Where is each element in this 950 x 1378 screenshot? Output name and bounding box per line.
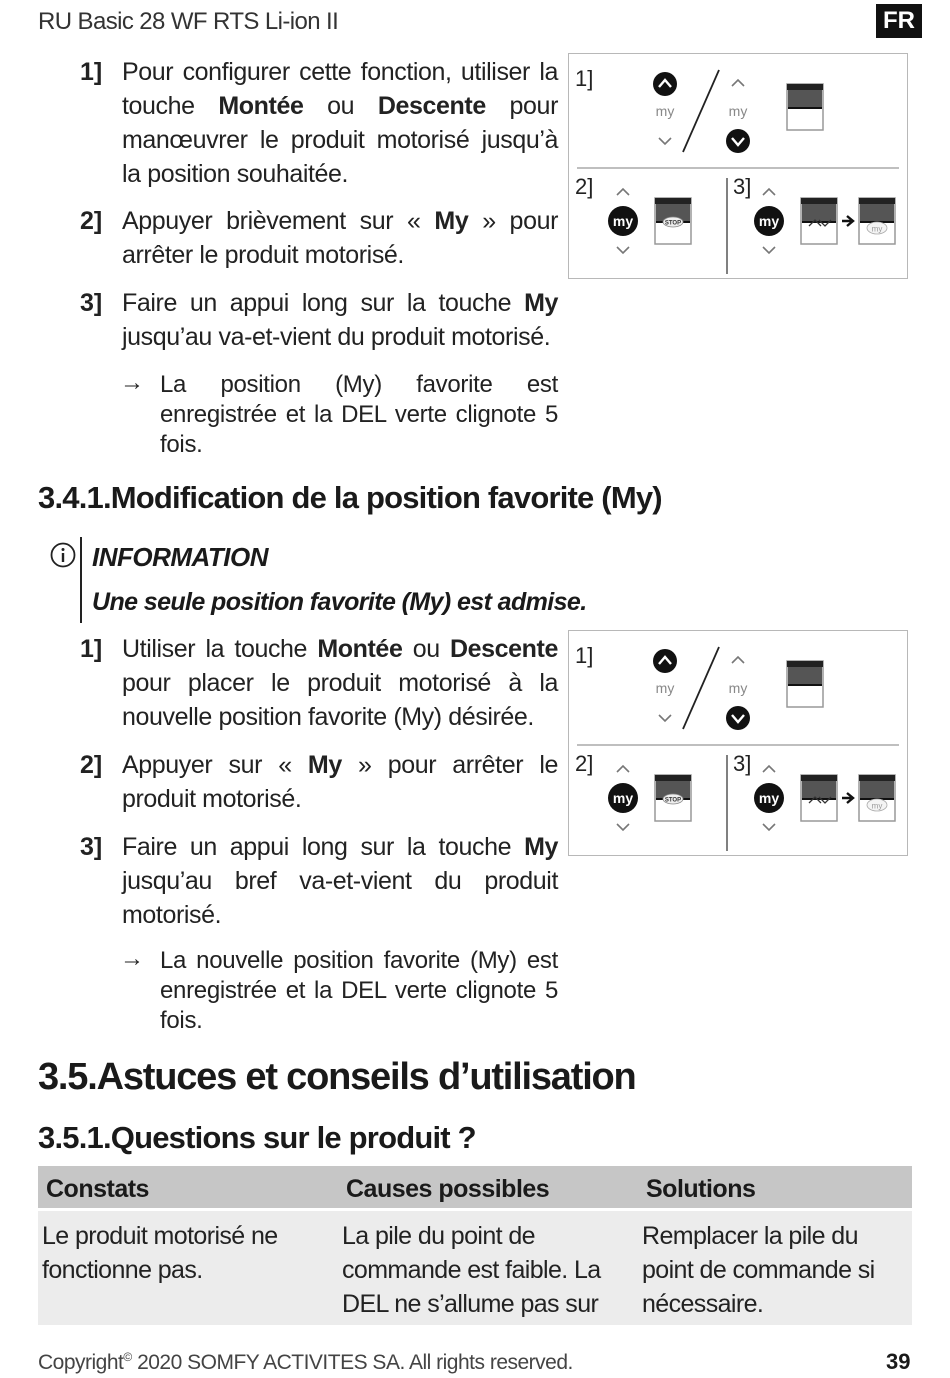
chevron-up-icon <box>617 189 629 195</box>
info-text: Une seule position favorite (My) est admise. <box>92 588 587 616</box>
step-result <box>120 946 558 1038</box>
info-divider <box>80 537 82 623</box>
step-number: 1] <box>80 635 103 663</box>
my-label: my <box>728 680 748 696</box>
arrow-right-icon <box>842 216 853 226</box>
my-label: my <box>612 213 634 229</box>
column-header: Causes possibles <box>338 1166 638 1210</box>
step-3 <box>80 286 558 356</box>
table-cell: Le produit motorisé ne fonctionne pas. <box>42 1222 278 1284</box>
diagram-panel-1 <box>653 647 823 730</box>
procedure-diagram <box>568 53 908 279</box>
step-text: Faire un appui long sur la touche My jusqu’au va-et-vient du produit motorisé. <box>122 289 558 351</box>
chevron-up-icon <box>763 189 775 195</box>
step-number: 3] <box>80 289 103 317</box>
step-3 <box>80 830 558 934</box>
roller-shutter-icon <box>859 775 895 821</box>
chevron-up-icon <box>732 80 744 86</box>
diagram-step-label: 1] <box>575 66 594 91</box>
result-text: La position (My) favorite est enregistrée et la DEL verte clignote 5 fois. <box>160 371 558 458</box>
step-result <box>120 370 558 462</box>
chevron-down-icon <box>763 824 775 830</box>
result-arrow-icon: → <box>120 369 144 396</box>
diagram-step-label: 3] <box>733 174 752 199</box>
chevron-down-icon <box>763 247 775 253</box>
diagram-panel-3 <box>754 189 895 253</box>
diagram-panel-1 <box>653 70 823 153</box>
stop-badge <box>663 217 683 227</box>
down-button-icon <box>726 706 750 730</box>
diagram-step-label: 2] <box>575 751 594 776</box>
step-1 <box>80 632 558 736</box>
my-label: my <box>728 103 748 119</box>
down-button-icon <box>726 129 750 153</box>
step-text: Appuyer sur « My » pour arrêter le produit motorisé. <box>122 751 558 813</box>
my-label: my <box>871 224 883 234</box>
column-header: Solutions <box>638 1166 912 1210</box>
up-button-icon <box>653 72 677 96</box>
up-button-icon <box>653 649 677 673</box>
chevron-up-icon <box>617 766 629 772</box>
step-1 <box>80 55 558 191</box>
my-button-icon <box>608 783 638 813</box>
chevron-down-icon <box>659 715 671 721</box>
diagram-step-label: 1] <box>575 643 594 668</box>
step-text: Pour configurer cette fonction, utiliser la touche Montée ou Descente pour manœuvrer le produit motorisé jusqu’à la position souhaitée. <box>122 58 558 188</box>
roller-shutter-icon <box>787 84 823 130</box>
chevron-up-icon <box>732 657 744 663</box>
diagram-panel-2 <box>608 766 691 830</box>
language-badge: FR <box>876 4 922 38</box>
table-header-row <box>38 1166 912 1210</box>
step-number: 1] <box>80 58 103 86</box>
step-2 <box>80 748 558 818</box>
roller-shutter-icon <box>801 198 837 244</box>
diagram-step-label: 2] <box>575 174 594 199</box>
stop-label: STOP <box>664 797 682 804</box>
section-heading-351: 3.5.1.Questions sur le produit ? <box>38 1120 476 1155</box>
roller-shutter-icon <box>787 661 823 707</box>
separator-slash <box>683 70 719 152</box>
section-heading-35: 3.5.Astuces et conseils d’utilisation <box>38 1056 636 1098</box>
my-label: my <box>758 790 780 806</box>
roller-shutter-icon <box>859 198 895 244</box>
step-number: 2] <box>80 207 103 235</box>
step-2 <box>80 204 558 274</box>
step-number: 2] <box>80 751 103 779</box>
troubleshooting-table <box>38 1166 912 1325</box>
procedure-diagram <box>568 630 908 856</box>
table-row <box>38 1210 912 1326</box>
step-text: Utiliser la touche Montée ou Descente pour placer le produit motorisé à la nouvelle position favorite (My) désirée. <box>122 635 558 731</box>
table-cell: Remplacer la pile du point de commande si nécessaire. <box>642 1222 875 1318</box>
info-icon <box>50 542 76 568</box>
page-number: 39 <box>886 1349 911 1374</box>
info-title: INFORMATION <box>92 542 268 572</box>
diagram-step-label: 3] <box>733 751 752 776</box>
roller-shutter-icon <box>801 775 837 821</box>
my-label: my <box>871 801 883 811</box>
chevron-down-icon <box>617 247 629 253</box>
my-button-icon <box>754 783 784 813</box>
chevron-down-icon <box>617 824 629 830</box>
footer-copyright: Copyright© 2020 SOMFY ACTIVITES SA. All rights reserved. <box>38 1350 573 1374</box>
stop-label: STOP <box>664 220 682 227</box>
chevron-down-icon <box>659 138 671 144</box>
diagram-panel-2 <box>608 189 691 253</box>
result-arrow-icon: → <box>120 945 144 972</box>
arrow-right-icon <box>842 793 853 803</box>
stop-badge <box>663 794 683 804</box>
my-label: my <box>612 790 634 806</box>
my-label: my <box>655 680 675 696</box>
table-cell: La pile du point de commande est faible. La DEL ne s’allume pas sur <box>342 1222 601 1318</box>
diagram-panel-3 <box>754 766 895 830</box>
step-text: Appuyer brièvement sur « My » pour arrêter le produit motorisé. <box>122 207 558 269</box>
column-header: Constats <box>38 1166 338 1210</box>
step-number: 3] <box>80 833 103 861</box>
step-text: Faire un appui long sur la touche My jusqu’au bref va-et-vient du produit motorisé. <box>122 833 558 929</box>
my-position-badge <box>867 222 887 234</box>
my-position-badge <box>867 799 887 811</box>
section-heading-341: 3.4.1.Modification de la position favorite (My) <box>38 480 662 515</box>
my-button-icon <box>608 206 638 236</box>
separator-slash <box>683 647 719 729</box>
document-title: RU Basic 28 WF RTS Li-ion II <box>38 8 339 35</box>
result-text: La nouvelle position favorite (My) est enregistrée et la DEL verte clignote 5 fois. <box>160 947 558 1034</box>
chevron-up-icon <box>763 766 775 772</box>
my-button-icon <box>754 206 784 236</box>
my-label: my <box>655 103 675 119</box>
my-label: my <box>758 213 780 229</box>
